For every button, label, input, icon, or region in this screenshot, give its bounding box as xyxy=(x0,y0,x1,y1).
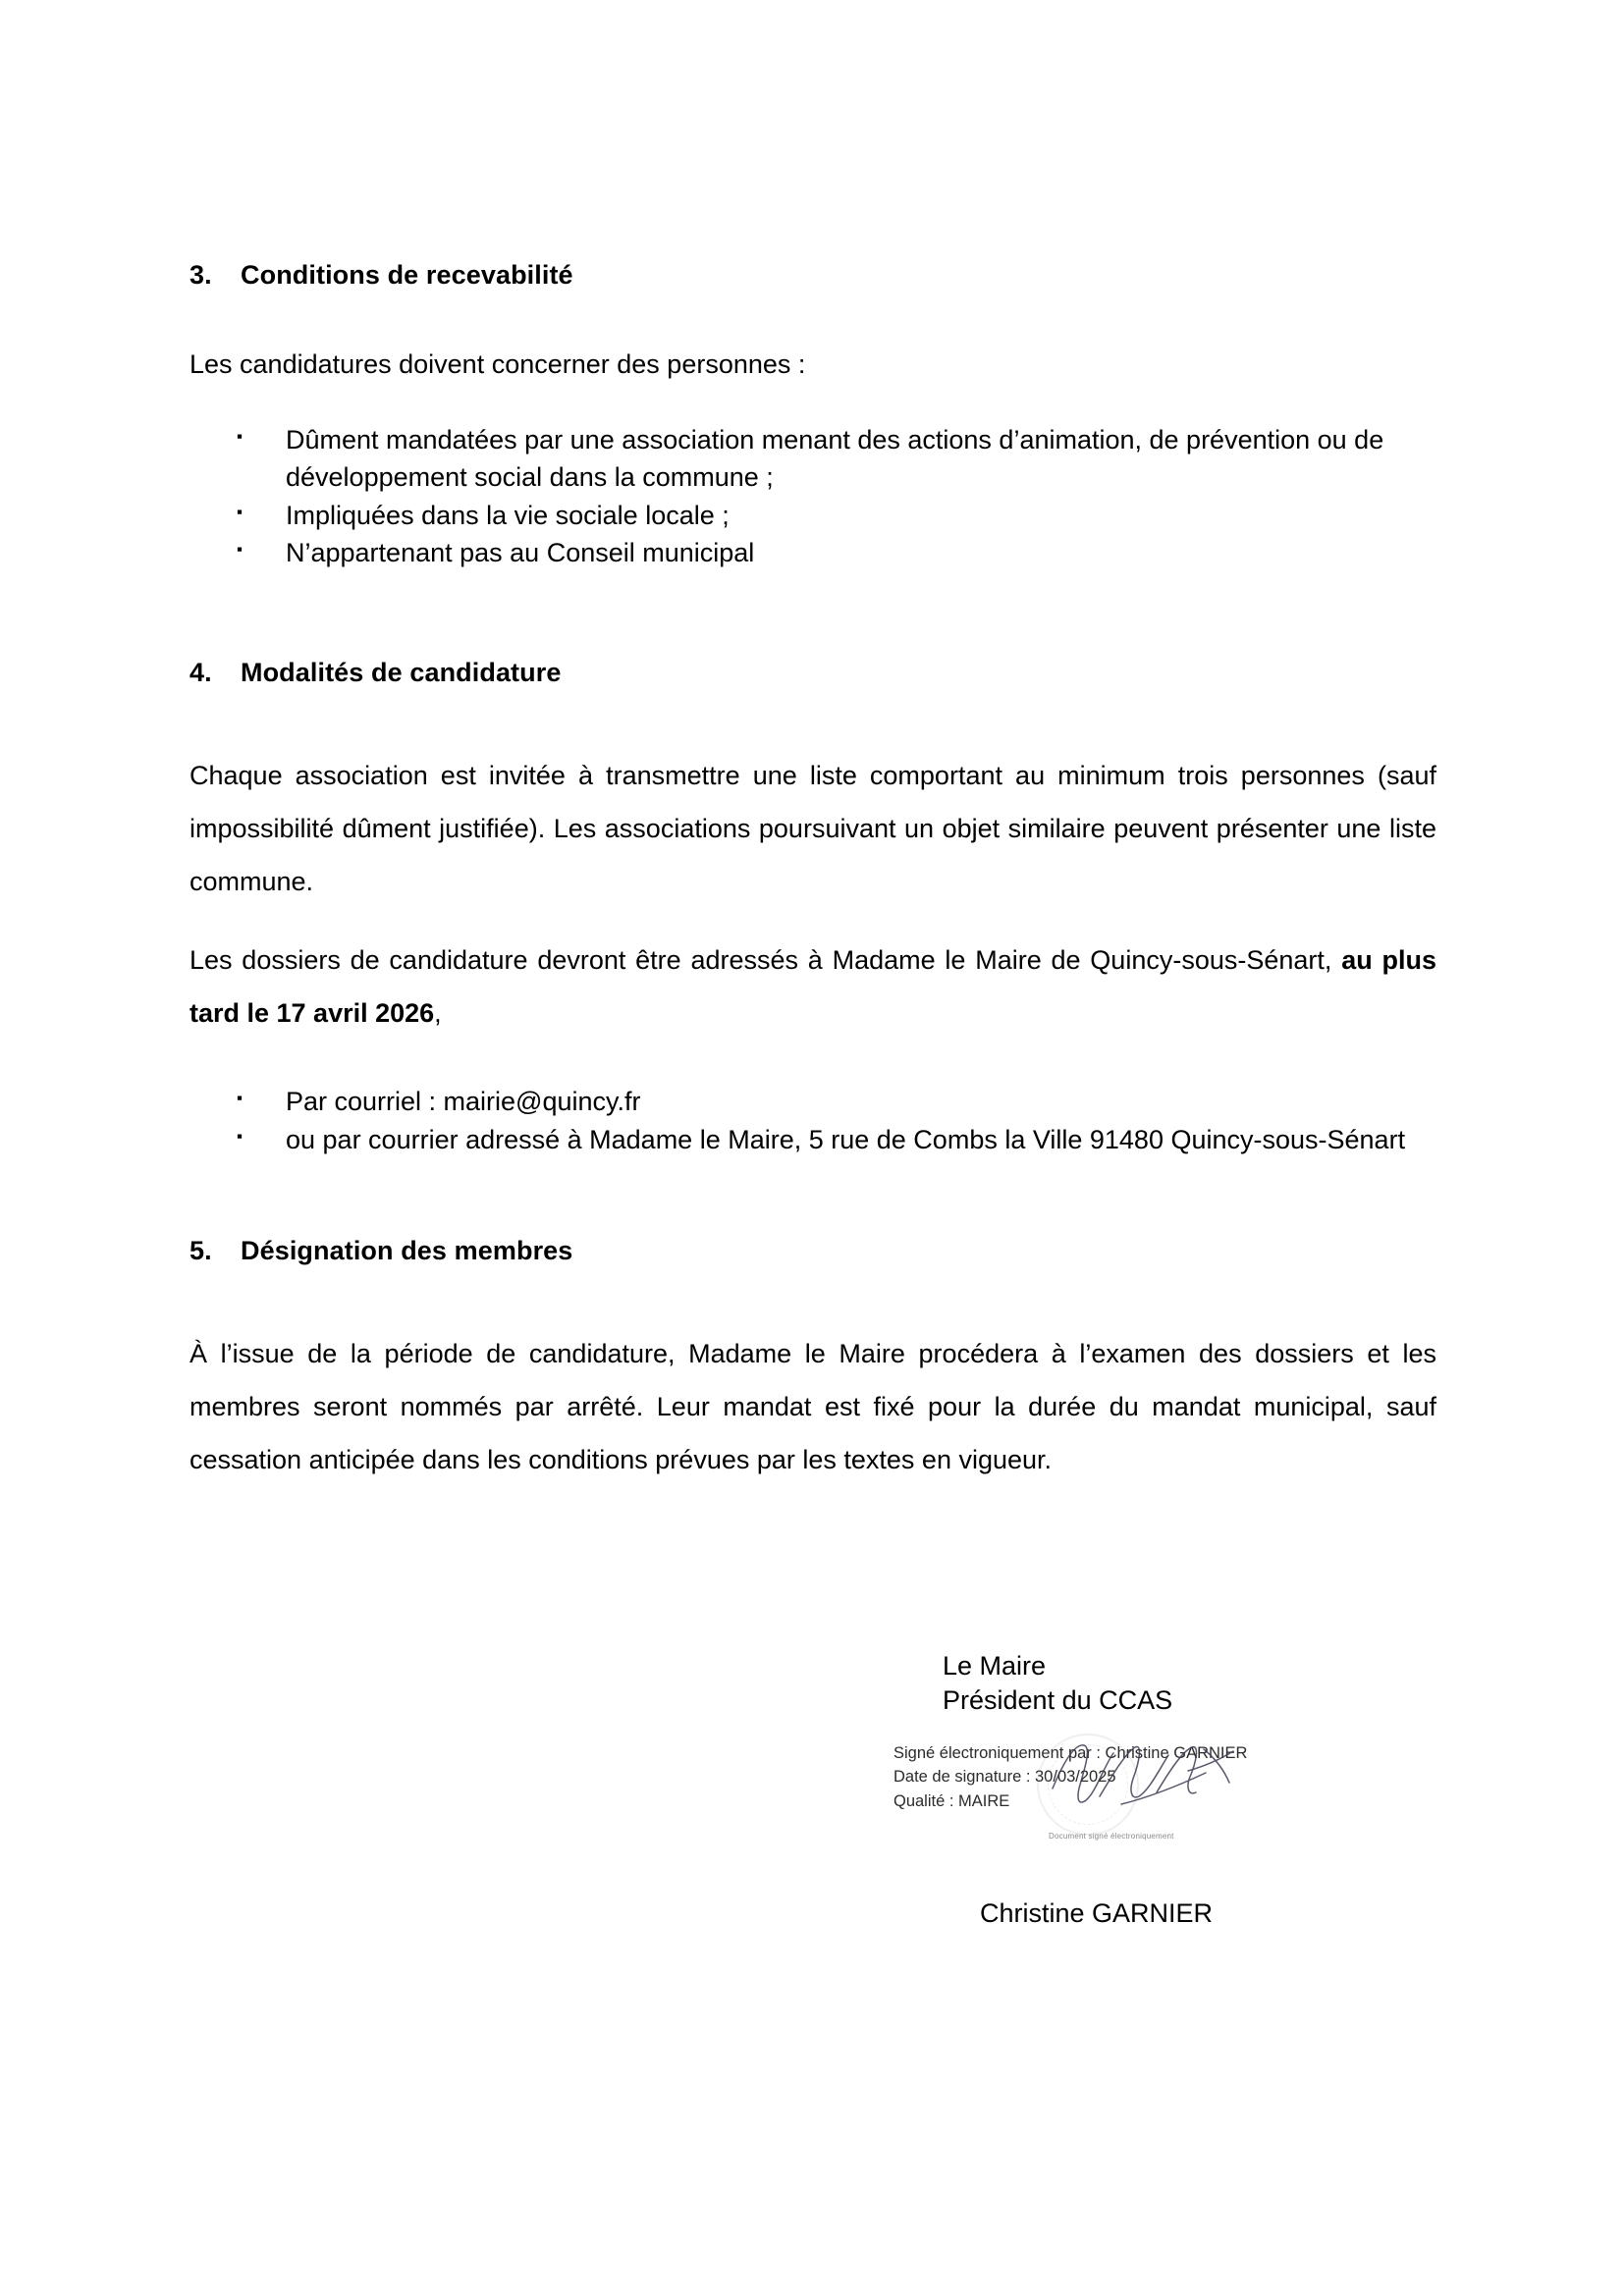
signature-role-line-2: Président du CCAS xyxy=(943,1685,1173,1716)
list-item xyxy=(189,1121,1436,1159)
spacer xyxy=(189,632,1436,658)
spacer xyxy=(189,378,1436,421)
list-item-text: N’appartenant pas au Conseil municipal xyxy=(286,537,755,567)
section-3-intro: Les candidatures doivent concerner des personnes : xyxy=(189,349,806,379)
section-5-title: Désignation des membres xyxy=(241,1236,573,1266)
section-4-paragraph-2-prefix: Les dossiers de candidature devront être adressés à Madame le Maire de Quincy-sous-Sénart, xyxy=(189,945,1332,976)
list-item-text: ou par courrier adressé à Madame le Maire, 5 rue de Combs la Ville 91480 Quincy-sous-Sénart xyxy=(286,1125,1406,1155)
esign-quality-line: Qualité : MAIRE xyxy=(893,1791,1010,1810)
document-content xyxy=(189,260,1436,1486)
signature-seal-icon xyxy=(1037,1734,1139,1836)
signature-disclaimer: Document signé électroniquement xyxy=(1049,1832,1174,1842)
section-5-number: 5. xyxy=(189,1236,212,1266)
section-4-title: Modalités de candidature xyxy=(241,658,562,688)
deadline-date: au plus tard le 17 avril 2026 xyxy=(189,945,1436,1029)
spacer xyxy=(189,908,1436,934)
bullet-square-icon: ▪ xyxy=(237,1127,244,1147)
spacer xyxy=(189,1040,1436,1083)
signatory-name: Christine GARNIER xyxy=(980,1898,1214,1929)
list-item xyxy=(189,534,1436,571)
section-4-heading xyxy=(189,658,1436,688)
spacer xyxy=(189,1220,1436,1236)
list-item-text: Impliquées dans la vie sociale locale ; xyxy=(286,500,730,530)
section-3-heading xyxy=(189,260,1436,291)
bullet-square-icon: ▪ xyxy=(237,539,244,559)
section-3-bullet-list xyxy=(189,421,1436,571)
spacer xyxy=(189,1159,1436,1220)
section-3-number: 3. xyxy=(189,260,212,290)
bullet-square-icon: ▪ xyxy=(237,502,244,521)
section-4-bullet-list xyxy=(189,1083,1436,1159)
list-item-text: Par courriel : mairie@quincy.fr xyxy=(286,1087,641,1117)
list-item xyxy=(189,1083,1436,1121)
list-item xyxy=(189,497,1436,534)
spacer xyxy=(189,571,1436,632)
section-3-title: Conditions de recevabilité xyxy=(241,260,573,290)
bullet-square-icon: ▪ xyxy=(237,1089,244,1108)
section-5-paragraph-1: À l’issue de la période de candidature, Madame le Maire procédera à l’examen des dossiers et les membres seront nommés par arrêté. Leur mandat est fixé pour la durée du mandat municipal, sauf cessation anticipée dans les conditions prévues par les textes en vigueur. xyxy=(189,1339,1436,1475)
signature-role-line-1: Le Maire xyxy=(943,1651,1047,1681)
spacer xyxy=(189,291,1436,351)
signature-block xyxy=(893,1649,1492,1929)
esign-date-line: Date de signature : 30/03/2025 xyxy=(893,1768,1116,1787)
spacer xyxy=(189,1266,1436,1327)
section-4-paragraph-2 xyxy=(189,934,1436,1040)
electronic-signature-stamp xyxy=(893,1741,1306,1842)
list-item xyxy=(189,421,1436,497)
esign-signer-line: Signé électroniquement par : Christine GARNIER xyxy=(893,1744,1248,1763)
section-4-paragraph-2-suffix: , xyxy=(434,998,442,1029)
list-item-text: Dûment mandatées par une association menant des actions d’animation, de prévention ou de développement social dans la commune ; xyxy=(286,425,1384,493)
section-5-heading xyxy=(189,1236,1436,1266)
section-4-paragraph-1: Chaque association est invitée à transmettre une liste comportant au minimum trois personnes (sauf impossibilité dûment justifiée). Les associations poursuivant un objet similaire peuvent présenter une liste commune. xyxy=(189,761,1436,897)
spacer xyxy=(189,688,1436,749)
section-4-number: 4. xyxy=(189,658,212,688)
bullet-square-icon: ▪ xyxy=(237,427,244,446)
